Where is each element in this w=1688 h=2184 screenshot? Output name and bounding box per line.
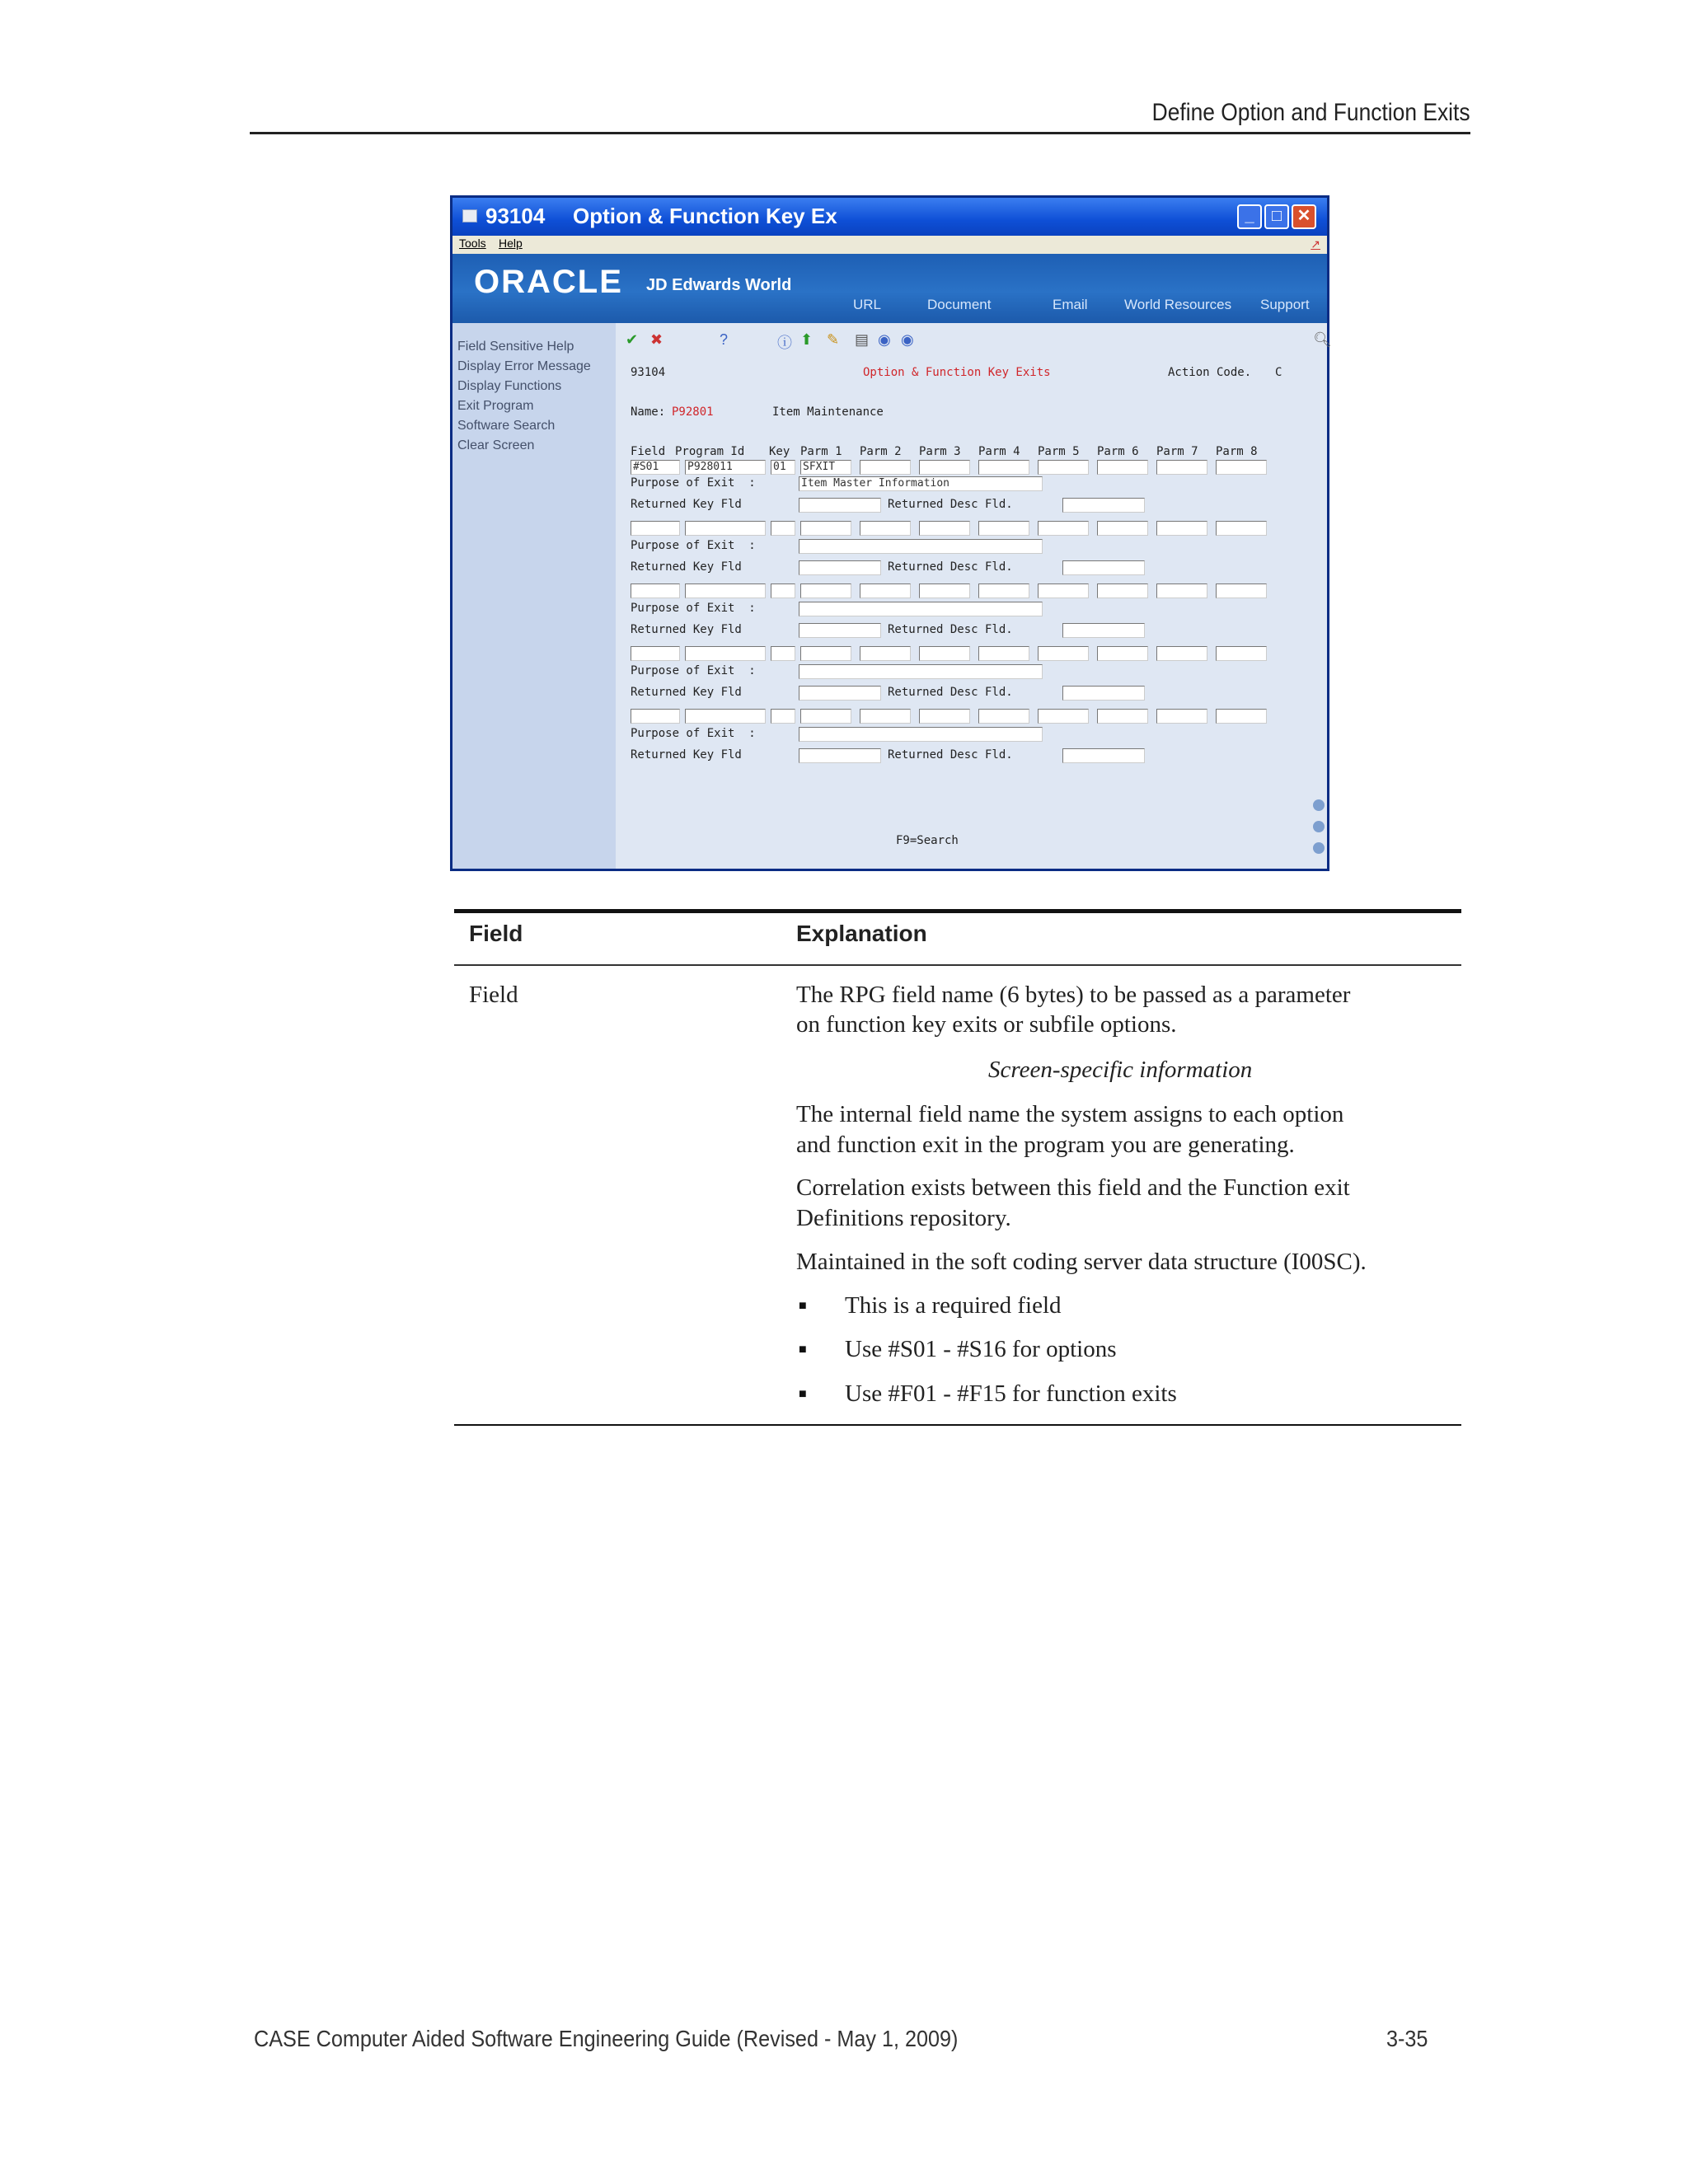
row4-parm7-input[interactable] [1156,646,1207,661]
help-icon[interactable]: ? [720,331,729,348]
nav-support[interactable]: Support [1260,297,1310,312]
bullet-item: Use #F01 - #F15 for function exits [845,1380,1177,1407]
col-parm-8: Parm 8 [1216,445,1258,458]
screenshot-window [450,195,1332,871]
row1-returned-desc-label: Returned Desc Fld. [888,498,1013,511]
row1-purpose-input[interactable]: Item Master Information [799,476,1043,491]
row3-returned-desc-input[interactable] [1062,623,1145,638]
action-code-label: Action Code. [1168,366,1252,379]
row5-key-input[interactable] [771,709,795,724]
row4-returned-key-label: Returned Key Fld [631,686,742,699]
explanation-p2-line1: The internal field name the system assigns to each option [796,1101,1344,1127]
row5-parm6-input[interactable] [1097,709,1148,724]
left-menu [452,323,616,869]
col-parm-3: Parm 3 [919,445,961,458]
row2-parm5-input[interactable] [1038,521,1089,536]
bullet-item: Use #S01 - #S16 for options [845,1336,1117,1362]
ok-icon[interactable]: ✔ [626,331,639,348]
row1-parm2-input[interactable] [860,460,911,475]
scroll-up-icon[interactable] [1313,799,1325,811]
row1-parm1-input[interactable]: SFXIT [800,460,851,475]
name-label: Name: [631,405,666,419]
row5-parm2-input[interactable] [860,709,911,724]
nav-world-resources[interactable]: World Resources [1124,297,1232,312]
corner-arrow-icon: ↗ [1311,237,1320,251]
product-name: JD Edwards World [646,276,792,294]
row2-parm8-input[interactable] [1216,521,1267,536]
row5-purpose-input[interactable] [799,727,1043,742]
bullet-marker: ■ [799,1343,807,1357]
edit-icon[interactable]: ✎ [827,331,840,348]
explanation-p3-line2: Definitions repository. [796,1205,1011,1231]
col-parm-5: Parm 5 [1038,445,1080,458]
row-field-name: Field [469,982,518,1008]
name-program: P92801 [672,405,714,419]
app-icon [462,209,477,223]
footer-hint: F9=Search [896,834,959,847]
row2-returned-key-input[interactable] [799,560,881,575]
left-menu-clear-screen[interactable]: Clear Screen [457,438,535,452]
row5-purpose-label: Purpose of Exit : [631,727,756,740]
bullet-marker: ■ [799,1387,807,1401]
search-icon[interactable]: 🔍︎ [1313,331,1332,348]
row2-returned-desc-input[interactable] [1062,560,1145,575]
row3-purpose-label: Purpose of Exit : [631,602,756,615]
row2-parm7-input[interactable] [1156,521,1207,536]
row3-returned-key-input[interactable] [799,623,881,638]
bullet-item: This is a required field [845,1292,1062,1319]
close-icon[interactable]: ✕ [1292,204,1316,229]
row4-returned-desc-label: Returned Desc Fld. [888,686,1013,699]
table-header-explanation: Explanation [796,921,927,946]
left-menu-field-sensitive-help[interactable]: Field Sensitive Help [457,340,574,354]
row5-returned-key-input[interactable] [799,748,881,763]
col-field: Field [631,445,666,458]
row1-key-input[interactable]: 01 [771,460,795,475]
footer-title: CASE Computer Aided Software Engineering Guide (Revised - May 1, 2009) [254,2026,959,2051]
form-area [616,323,1332,869]
col-program-id: Program Id [675,445,745,458]
row2-program-id-input[interactable] [685,521,766,536]
row4-purpose-label: Purpose of Exit : [631,664,756,677]
row5-parm1-input[interactable] [800,709,851,724]
bullet-marker: ■ [799,1299,807,1313]
row2-purpose-input[interactable] [799,539,1043,554]
row1-parm5-input[interactable] [1038,460,1089,475]
row3-purpose-input[interactable] [799,602,1043,616]
row4-field-input[interactable] [631,646,680,661]
row4-returned-desc-input[interactable] [1062,686,1145,701]
explanation-p4: Maintained in the soft coding server data structure (I00SC). [796,1249,1367,1275]
row1-purpose-label: Purpose of Exit : [631,476,756,490]
row4-program-id-input[interactable] [685,646,766,661]
explanation-p3-line1: Correlation exists between this field and the Function exit [796,1174,1350,1201]
window-title: Option & Function Key Ex [573,204,837,228]
row3-parm7-input[interactable] [1156,583,1207,598]
row4-parm2-input[interactable] [860,646,911,661]
row5-returned-key-label: Returned Key Fld [631,748,742,762]
explanation-subhead: Screen-specific information [988,1057,1253,1083]
row3-parm6-input[interactable] [1097,583,1148,598]
explanation-p1-line2: on function key exits or subfile options. [796,1011,1177,1038]
row3-key-input[interactable] [771,583,795,598]
nav-document[interactable]: Document [927,297,992,312]
forward-icon[interactable]: ◉ [878,331,891,348]
program-number: 93104 [631,366,666,379]
row2-field-input[interactable] [631,521,680,536]
row1-parm7-input[interactable] [1156,460,1207,475]
row2-returned-desc-label: Returned Desc Fld. [888,560,1013,574]
row3-program-id-input[interactable] [685,583,766,598]
page-header [250,96,1470,134]
table-top-rule [454,909,1461,913]
row3-returned-desc-label: Returned Desc Fld. [888,623,1013,636]
row5-parm4-input[interactable] [978,709,1029,724]
row2-parm4-input[interactable] [978,521,1029,536]
row2-parm1-input[interactable] [800,521,851,536]
row3-field-input[interactable] [631,583,680,598]
menu-help[interactable]: Help [499,237,523,250]
row3-returned-key-label: Returned Key Fld [631,623,742,636]
row4-parm8-input[interactable] [1216,646,1267,661]
row3-parm3-input[interactable] [919,583,970,598]
row1-parm8-input[interactable] [1216,460,1267,475]
left-menu-display-functions[interactable]: Display Functions [457,379,562,393]
row2-parm2-input[interactable] [860,521,911,536]
up-arrow-icon[interactable]: ⬆ [800,331,814,348]
row4-key-input[interactable] [771,646,795,661]
nav-url[interactable]: URL [853,297,882,312]
left-menu-display-error-message[interactable]: Display Error Message [457,359,591,373]
row4-parm1-input[interactable] [800,646,851,661]
form-title: Option & Function Key Exits [863,366,1051,379]
col-parm-6: Parm 6 [1097,445,1139,458]
row1-returned-key-input[interactable] [799,498,881,513]
row5-parm5-input[interactable] [1038,709,1089,724]
explanation-p1-line1: The RPG field name (6 bytes) to be passed as a parameter [796,982,1351,1008]
left-menu-software-search[interactable]: Software Search [457,419,556,433]
row4-parm3-input[interactable] [919,646,970,661]
menu-tools[interactable]: Tools [459,237,486,250]
col-parm-2: Parm 2 [860,445,902,458]
row2-parm6-input[interactable] [1097,521,1148,536]
col-parm-4: Parm 4 [978,445,1020,458]
row1-parm3-input[interactable] [919,460,970,475]
page-number: 3-35 [1386,2026,1428,2051]
cancel-icon[interactable]: ✖ [650,331,663,348]
name-description: Item Maintenance [772,405,884,419]
oracle-banner [452,254,1327,323]
row2-purpose-label: Purpose of Exit : [631,539,756,552]
row5-parm3-input[interactable] [919,709,970,724]
row2-key-input[interactable] [771,521,795,536]
row3-parm2-input[interactable] [860,583,911,598]
col-parm-1: Parm 1 [800,445,842,458]
col-parm-7: Parm 7 [1156,445,1198,458]
window-titlebar [452,198,1327,236]
row3-parm5-input[interactable] [1038,583,1089,598]
next-icon[interactable]: ◉ [901,331,914,348]
oracle-logo: ORACLE [474,264,623,300]
row4-purpose-input[interactable] [799,664,1043,679]
row4-parm5-input[interactable] [1038,646,1089,661]
explanation-p2-line2: and function exit in the program you are generating. [796,1132,1295,1158]
maximize-icon[interactable]: □ [1264,204,1289,229]
window-id: 93104 [485,204,546,228]
menu-bar [452,236,1327,254]
row3-parm1-input[interactable] [800,583,851,598]
row5-parm8-input[interactable] [1216,709,1267,724]
table-bottom-rule [454,1424,1461,1426]
row5-returned-desc-label: Returned Desc Fld. [888,748,1013,762]
row5-returned-desc-input[interactable] [1062,748,1145,763]
row5-program-id-input[interactable] [685,709,766,724]
action-code-value[interactable]: C [1275,366,1282,379]
row1-parm4-input[interactable] [978,460,1029,475]
table-header-field: Field [469,921,523,946]
row1-returned-desc-input[interactable] [1062,498,1145,513]
row5-parm7-input[interactable] [1156,709,1207,724]
page-header-title: Define Option and Function Exits [1152,99,1470,126]
row3-parm4-input[interactable] [978,583,1029,598]
left-menu-exit-program[interactable]: Exit Program [457,399,534,413]
row1-field-input[interactable]: #S01 [631,460,680,475]
col-key: Key [769,445,790,458]
zoom-icon[interactable] [1313,842,1325,854]
scroll-down-icon[interactable] [1313,821,1325,832]
row2-parm3-input[interactable] [919,521,970,536]
table-header-rule [454,964,1461,966]
row1-program-id-input[interactable]: P928011 [685,460,766,475]
clipboard-icon[interactable]: ▤ [855,331,870,348]
nav-email[interactable]: Email [1053,297,1088,312]
row3-parm8-input[interactable] [1216,583,1267,598]
row1-returned-key-label: Returned Key Fld [631,498,742,511]
row4-parm6-input[interactable] [1097,646,1148,661]
minimize-icon[interactable]: _ [1237,204,1262,229]
row1-parm6-input[interactable] [1097,460,1148,475]
row5-field-input[interactable] [631,709,680,724]
row4-returned-key-input[interactable] [799,686,881,701]
info-icon[interactable]: ⓘ [777,335,792,351]
row2-returned-key-label: Returned Key Fld [631,560,742,574]
row4-parm4-input[interactable] [978,646,1029,661]
